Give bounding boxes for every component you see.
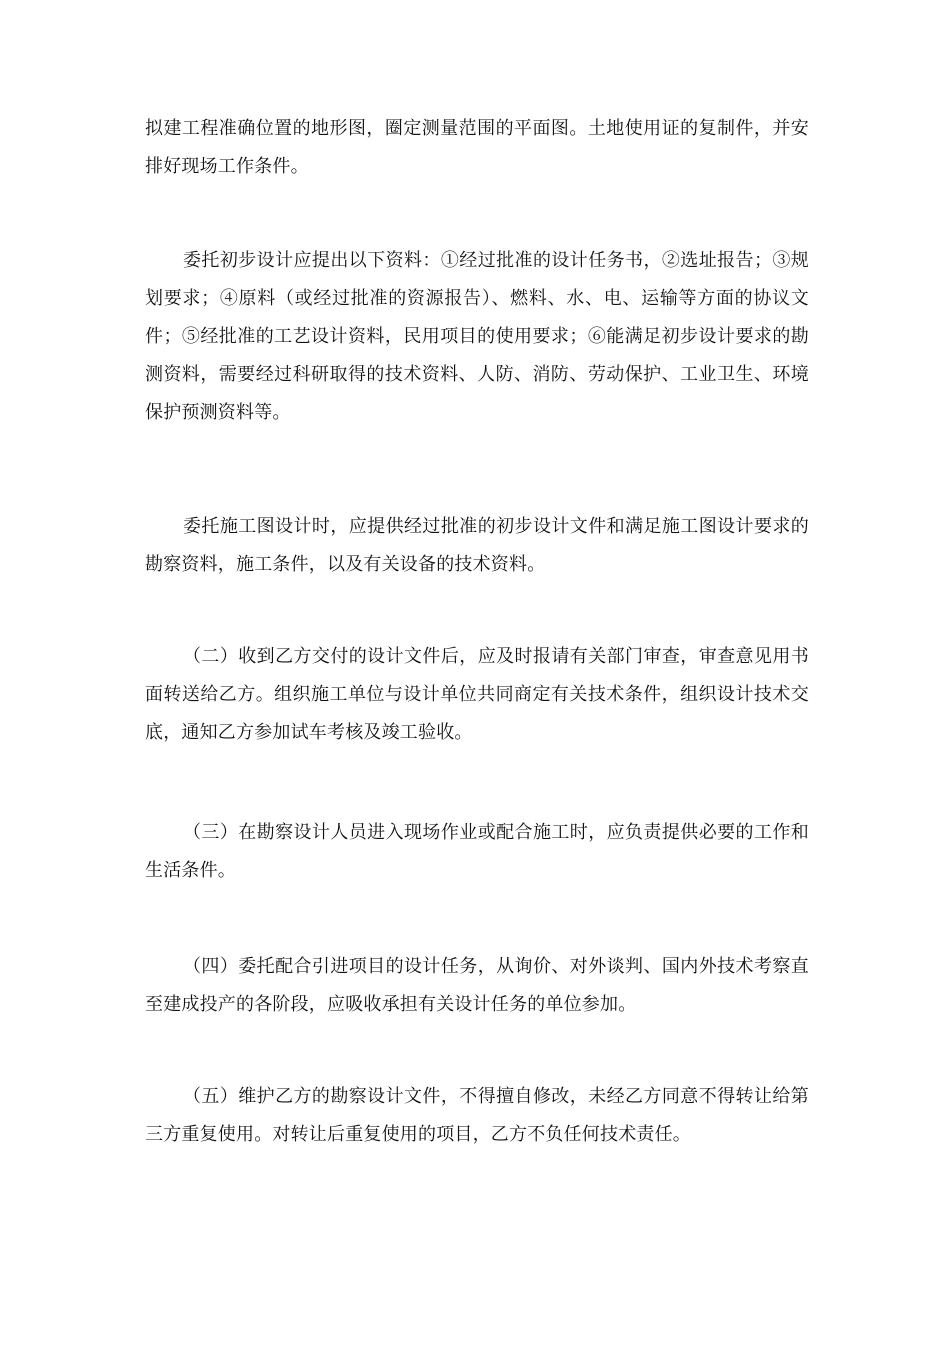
paragraph-construction-drawing-design: 委托施工图设计时，应提供经过批准的初步设计文件和满足施工图设计要求的勘察资料，施工条件，以及有关设备的技术资料。 — [145, 516, 809, 575]
paragraph-site-survey-materials: 拟建工程准确位置的地形图，圈定测量范围的平面图。土地使用证的复制件，并安排好现场工作条件。 — [145, 118, 809, 177]
paragraph-clause-5-document-protection: （五）维护乙方的勘察设计文件，不得擅自修改，未经乙方同意不得转让给第三方重复使用。对转让后重复使用的项目，乙方不负任何技术责任。 — [145, 1086, 809, 1145]
paragraph-clause-3-site-conditions: （三）在勘察设计人员进入现场作业或配合施工时，应负责提供必要的工作和生活条件。 — [145, 822, 809, 881]
paragraph-clause-4-imported-projects: （四）委托配合引进项目的设计任务，从询价、对外谈判、国内外技术考察直至建成投产的各阶段，应吸收承担有关设计任务的单位参加。 — [145, 956, 809, 1015]
paragraph-preliminary-design-materials: 委托初步设计应提出以下资料：①经过批准的设计任务书，②选址报告；③规划要求；④原料（或经过批准的资源报告）、燃料、水、电、运输等方面的协议文件；⑤经批准的工艺设计资料，民用项目的使用要求；⑥能满足初步设计要求的勘测资料，需要经过科研取得的技术资料、人防、消防、劳动保护、工业卫生、环境保护预测资料等。 — [145, 250, 809, 423]
paragraph-clause-2-review: （二）收到乙方交付的设计文件后，应及时报请有关部门审查，审查意见用书面转送给乙方。组织施工单位与设计单位共同商定有关技术条件，组织设计技术交底，通知乙方参加试车考核及竣工验收。 — [145, 646, 809, 743]
